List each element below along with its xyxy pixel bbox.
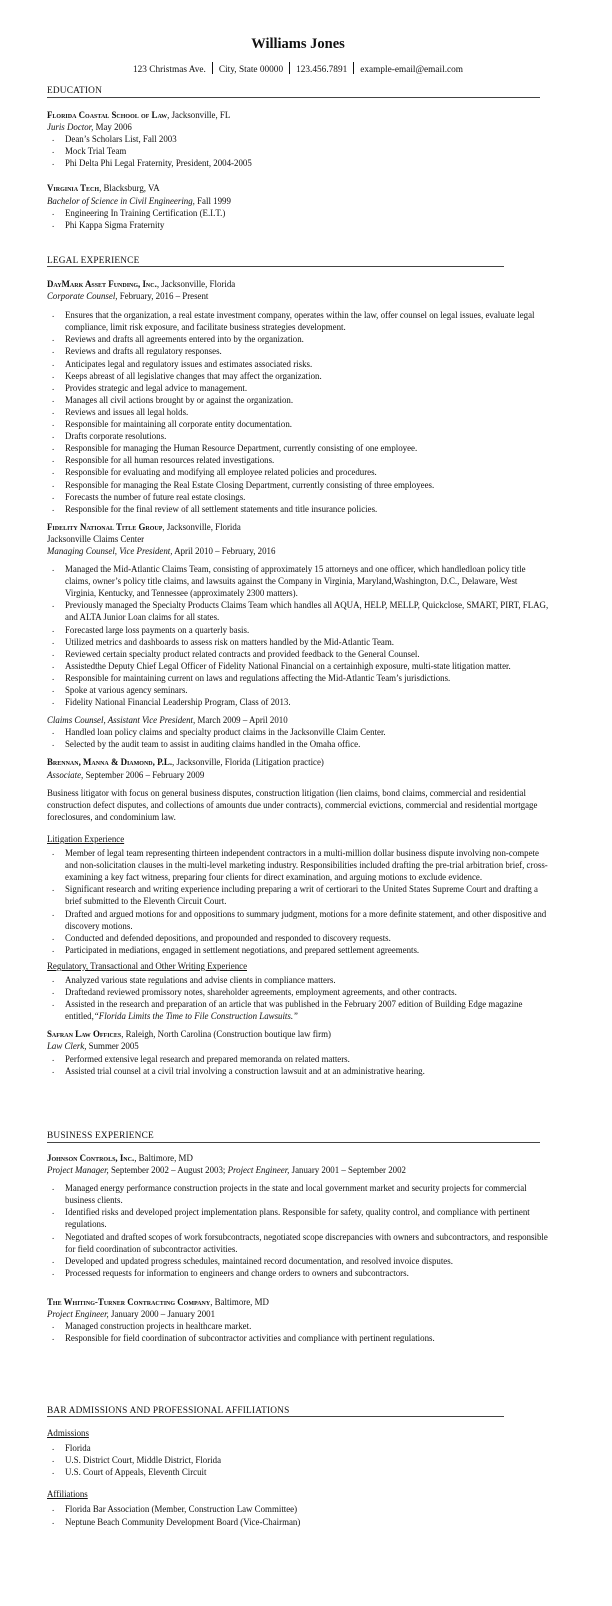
edu-honors-list (47, 133, 547, 169)
list-item: . Responsible for the final review of all settlement statements and title insurance policies. (47, 503, 549, 515)
regulatory-heading: Regulatory, Transactional and Other Writing Experience (47, 960, 248, 971)
section-rule (47, 97, 540, 98)
section-bar-title: BAR ADMISSIONS AND PROFESSIONAL AFFILIATIONS (47, 1406, 290, 1416)
list-item: . Participated in mediations, engaged in settlement negotiations, and prepared settlement agreements. (47, 944, 549, 956)
whiting-duties (47, 1320, 549, 1344)
list-item: . Reviewed certain specialty product related contracts and provided feedback to the General Counsel. (47, 648, 549, 660)
list-item: . Keeps abreast of all legislative changes that may affect the organization. (47, 370, 549, 382)
list-item: . Drafted and argued motions for and oppositions to summary judgment, motions for a more definite statement, and other dispositive and discovery motions. (47, 908, 549, 932)
list-item: . Handled loan policy claims and specialty product claims in the Jacksonville Claim Center. (47, 726, 549, 738)
list-item: . Previously managed the Specialty Products Claims Team which handles all AQUA, HELP, MELLP, Quickclose, SMART, PIRT, FLAG, and ALTA Junior Loan claims for all states. (47, 599, 549, 623)
list-item: . Negotiated and drafted scopes of work forsubcontracts, negotiated scope discrepancies with owners and subcontractors, and responsible for field coordination of subcontractor activities. (47, 1231, 549, 1255)
list-item: . Provides strategic and legal advice to management. (47, 382, 549, 394)
regulatory-list (47, 974, 549, 1022)
list-item: . Neptune Beach Community Development Board (Vice-Chairman) (47, 1516, 549, 1528)
list-item: . Manages all civil actions brought by or against the organization. (47, 394, 549, 406)
business-block: Johnson Controls, Inc., Baltimore, MD Project Manager, September 2002 – August 2003; Project Engineer, January 2001 – September 2002 . Managed energy performance construction projects in the state and local government market and security projects for commercial business clients. . Identified risks and developed project implementation plans. Responsible for safety, quality control, and compliance with pertinent regulations. . Negotiated and drafted scopes of work forsubcontracts, negotiated scope discrepancies with owners and subcontractors, and responsible for field coordination of subcontractor activities. . Developed and updated progress schedules, maintained record documentation, and resolved invoice disputes. . Processed requests for information to engineers and change orders to owners and subcontractors. The Whiting-Turner Contracting Company, Baltimore, MD Project Engineer, January 2000 – January 2001 . Managed construction projects in healthcare market. . Responsible for field coordination of subcontractor activities and compliance with pertinent regulations. (47, 1152, 549, 1344)
list-item: . Assisted trial counsel at a civil trial involving a construction lawsuit and at an administrative hearing. (47, 1065, 549, 1077)
legal-block: DayMark Asset Funding, Inc., Jacksonville, Florida Corporate Counsel, February, 2016 – Present . Ensures that the organization, a real estate investment company, operates within the law, offer counsel on legal issues, evaluate legal compliance, limit risk exposure, and facilitate business strategies development. . Reviews and drafts all agreements entered into by the organization. . Reviews and drafts all regulatory responses. . Anticipates legal and regulatory issues and estimates associated risks. . Keeps abreast of all legislative changes that may affect the organization. . Provides strategic and legal advice to management. . Manages all civil actions brought by or against the organization. . Reviews and issues all legal holds. . Responsible for maintaining all corporate entity documentation. . Drafts corporate resolutions. . Responsible for managing the Human Resource Department, currently consisting of one employee. . Responsible for all human resources related investigations. . Responsible for evaluating and modifying all employee related policies and procedures. . Responsible for managing the Real Estate Closing Department, currently consisting of three employees. . Forecasts the number of future real estate closings. . Responsible for the final review of all settlement statements and title insurance policies. Fidelity National Title Group, Jacksonville, Florida Jacksonville Claims Center Managing Counsel, Vice President, April 2010 – February, 2016 . Managed the Mid-Atlantic Claims Team, consisting of approximately 15 attorneys and one officer, which handledloan policy title claims, owner’s policy title claims, and lawsuits against the Company in Virginia, Maryland,Washington, D.C., Delaware, West Virginia, Kentucky, and Tennessee (approximately 2300 matters). . Previously managed the Specialty Products Claims Team which handles all AQUA, HELP, MELLP, Quickclose, SMART, PIRT, FLAG, and ALTA Junior Loan claims for all states. . Forecasted large loss payments on a quarterly basis. . Utilized metrics and dashboards to assess risk on matters handled by the Mid-Atlantic Team. . Reviewed certain specialty product related contracts and provided feedback to the General Counsel. . Assistedthe Deputy Chief Legal Officer of Fidelity National Financial on a certainhigh exposure, multi-state litigation matter. . Responsible for maintaining current on laws and regulations affecting the Mid-Atlantic Team’s jurisdictions. . Spoke at various agency seminars. . Fidelity National Financial Leadership Program, Class of 2013. Claims Counsel, Assistant Vice President, March 2009 – April 2010 . Handled loan policy claims and specialty product claims in the Jacksonville Claim Center. . Selected by the audit team to assist in auditing claims handled in the Omaha office. Brennan, Manna & Diamond, P.L., Jacksonville, Florida (Litigation practice) Associate, September 2006 – February 2009 Business litigator with focus on general business disputes, construction litigation (lien claims, bond claims, commercial and residential construction defect disputes, and collections of amounts due under contracts), commercial evictions, commercial and residential mortgage foreclosures, and condominium law. Litigation Experience . Member of legal team representing thirteen independent contractors in a multi-million dollar business dispute involving non-compete and non-solicitation clauses in the multi-level marketing industry. Responsibilities included drafting the pre-trial arbitration brief, cross-examining a key fact witness, preparing four clients for direct examination, and arguing motions to exclude evidence. . Significant research and writing experience including preparing a writ of certiorari to the United States Supreme Court and drafting a brief submitted to the Eleventh Circuit Court. . Drafted and argued motions for and oppositions to summary judgment, motions for a more definite statement, and other dispositive and discovery motions. . Conducted and defended depositions, and propounded and responded to discovery requests. . Participated in mediations, engaged in settlement negotiations, and prepared settlement agreements. Regulatory, Transactional and Other Writing Experience . Analyzed various state regulations and advise clients in compliance matters. . Draftedand reviewed promissory notes, shareholder agreements, employment agreements, and other contracts. . Assisted in the research and preparation of an article that was published in the February 2007 edition of Building Edge magazine entitled,“Florida Limits the Time to File Construction Lawsuits.” Safran Law Offices, Raleigh, North Carolina (Construction boutique law firm) Law Clerk, Summer 2005 . Performed extensive legal research and prepared memoranda on related matters. . Assisted trial counsel at a civil trial involving a construction lawsuit and at an administrative hearing. (47, 278, 549, 1077)
section-business-title: BUSINESS EXPERIENCE (47, 1131, 154, 1141)
list-item: . U.S. District Court, Middle District, Florida (47, 1454, 549, 1466)
list-item: . Responsible for all human resources related investigations. (47, 454, 549, 466)
affiliations-list (47, 1503, 549, 1527)
list-item: . Ensures that the organization, a real estate investment company, operates within the law, offer counsel on legal issues, evaluate legal compliance, limit risk exposure, and facilitate business strategies development. (47, 309, 549, 333)
list-item: . Anticipates legal and regulatory issues and estimates associated risks. (47, 358, 549, 370)
list-item: . Responsible for field coordination of subcontractor activities and compliance with pertinent regulations. (47, 1332, 549, 1344)
admissions-heading: Admissions (47, 1428, 89, 1438)
city-state: City, State 00000 (218, 65, 284, 75)
fidelity-claims-duties (47, 726, 549, 750)
list-item: . Identified risks and developed project implementation plans. Responsible for safety, quality control, and compliance with pertinent regulations. (47, 1206, 549, 1230)
list-item: . Responsible for maintaining all corporate entity documentation. (47, 418, 549, 430)
list-item: . Draftedand reviewed promissory notes, shareholder agreements, employment agreements, and other contracts. (47, 986, 549, 998)
fidelity-duties (47, 563, 549, 708)
affiliations-heading: Affiliations (47, 1489, 88, 1500)
list-item: . Responsible for maintaining current on laws and regulations affecting the Mid-Atlantic Team’s jurisdictions. (47, 672, 549, 684)
candidate-name: Williams Jones (251, 36, 345, 52)
list-item: . U.S. Court of Appeals, Eleventh Circuit (47, 1466, 549, 1478)
job-fidelity: Fidelity National Title Group, Jacksonville, Florida (47, 521, 241, 532)
list-item: . Phi Kappa Sigma Fraternity (47, 219, 547, 231)
daymark-duties (47, 309, 549, 515)
edu-entry: Florida Coastal School of Law, Jacksonville, FL (47, 110, 231, 120)
list-item: . Florida (47, 1442, 549, 1454)
list-item: . Drafts corporate resolutions. (47, 430, 549, 442)
list-item: . Selected by the audit team to assist in auditing claims handled in the Omaha office. (47, 738, 549, 750)
list-item: . Dean’s Scholars List, Fall 2003 (47, 133, 547, 145)
section-legal-title: LEGAL EXPERIENCE (47, 256, 140, 266)
list-item: . Phi Delta Phi Legal Fraternity, President, 2004-2005 (47, 157, 547, 169)
job-daymark: DayMark Asset Funding, Inc., Jacksonville, Florida (47, 279, 236, 289)
education-block: Florida Coastal School of Law, Jacksonville, FL Juris Doctor, May 2006 . Dean’s Scholars List, Fall 2003 . Mock Trial Team . Phi Delta Phi Legal Fraternity, President, 2004-2005 Virginia Tech, Blacksburg, VA Bachelor of Science in Civil Engineering, Fall 1999 . Engineering In Training Certification (E.I.T.) . Phi Kappa Sigma Fraternity (47, 109, 547, 231)
list-item: . Analyzed various state regulations and advise clients in compliance matters. (47, 974, 549, 986)
list-item: . Conducted and defended depositions, and propounded and responded to discovery requests. (47, 932, 549, 944)
job-safran: Safran Law Offices, Raleigh, North Carolina (Construction boutique law firm) (47, 1029, 331, 1040)
section-education-title: EDUCATION (47, 86, 102, 96)
list-item: . Engineering In Training Certification (E.I.T.) (47, 207, 547, 219)
list-item: . Managed the Mid-Atlantic Claims Team, consisting of approximately 15 attorneys and one officer, which handledloan policy title claims, owner’s policy title claims, and lawsuits against the Company in Virginia, Maryland,Washington, D.C., Delaware, West Virginia, Kentucky, and Tennessee (approximately 2300 matters). (47, 563, 549, 599)
address: 123 Christmas Ave. (132, 65, 206, 75)
section-rule (47, 1142, 540, 1143)
list-item: . Reviews and drafts all regulatory responses. (47, 345, 549, 357)
list-item: . Mock Trial Team (47, 145, 547, 157)
list-item: . Performed extensive legal research and prepared memoranda on related matters. (47, 1053, 549, 1065)
list-item: . Responsible for managing the Human Resource Department, currently consisting of one employee. (47, 442, 549, 454)
contact-line (0, 62, 596, 75)
list-item: . Developed and updated progress schedules, maintained record documentation, and resolved invoice disputes. (47, 1255, 549, 1267)
edu-honors-list (47, 207, 547, 231)
bar-block (47, 1427, 549, 1528)
list-item: . Managed construction projects in healthcare market. (47, 1320, 549, 1332)
list-item: . Managed energy performance construction projects in the state and local government market and security projects for commercial business clients. (47, 1182, 549, 1206)
edu-entry: Virginia Tech, Blacksburg, VA (47, 183, 160, 194)
phone: 123.456.7891 (296, 65, 348, 75)
safran-duties (47, 1053, 549, 1077)
list-item: . Reviews and drafts all agreements entered into by the organization. (47, 333, 549, 345)
list-item: . Significant research and writing experience including preparing a writ of certiorari to the United States Supreme Court and drafting a brief submitted to the Eleventh Circuit Court. (47, 883, 549, 907)
list-item: . Member of legal team representing thirteen independent contractors in a multi-million dollar business dispute involving non-compete and non-solicitation clauses in the multi-level marketing industry. Responsibilities included drafting the pre-trial arbitration brief, cross-examining a key fact witness, preparing four clients for direct examination, and arguing motions to exclude evidence. (47, 847, 549, 883)
email: example-email@email.com (360, 65, 464, 75)
list-item: . Utilized metrics and dashboards to assess risk on matters handled by the Mid-Atlantic Team. (47, 636, 549, 648)
admissions-list (47, 1442, 549, 1478)
list-item: . Florida Bar Association (Member, Construction Law Committee) (47, 1503, 549, 1515)
list-item: . Assistedthe Deputy Chief Legal Officer of Fidelity National Financial on a certainhigh exposure, multi-state litigation matter. (47, 660, 549, 672)
list-item: . Processed requests for information to engineers and change orders to owners and subcontractors. (47, 1267, 549, 1279)
job-whiting: The Whiting-Turner Contracting Company, Baltimore, MD (47, 1296, 269, 1307)
list-item: . Forecasts the number of future real estate closings. (47, 491, 549, 503)
list-item: . Forecasted large loss payments on a quarterly basis. (47, 624, 549, 636)
list-item: . Spoke at various agency seminars. (47, 684, 549, 696)
section-rule (47, 266, 504, 267)
job-brennan: Brennan, Manna & Diamond, P.L., Jacksonville, Florida (Litigation practice) (47, 757, 324, 768)
litigation-list (47, 847, 549, 956)
list-item: . Assisted in the research and preparation of an article that was published in the February 2007 edition of Building Edge magazine entitled,“Florida Limits the Time to File Construction Lawsuits.” (47, 998, 549, 1022)
johnson-duties (47, 1182, 549, 1279)
list-item: . Responsible for managing the Real Estate Closing Department, currently consisting of three employees. (47, 479, 549, 491)
brennan-summary: Business litigator with focus on general business disputes, construction litigation (lien claims, bond claims, commercial and residential construction defect disputes, and collections of amounts due under contracts), commercial evictions, commercial and residential mortgage foreclosures, and condominium law. (47, 787, 538, 822)
list-item: . Fidelity National Financial Leadership Program, Class of 2013. (47, 696, 549, 708)
job-johnson: Johnson Controls, Inc., Baltimore, MD (47, 1153, 193, 1163)
section-rule (47, 1416, 504, 1417)
litigation-heading: Litigation Experience (47, 833, 125, 844)
list-item: . Responsible for evaluating and modifying all employee related policies and procedures. (47, 466, 549, 478)
list-item: . Reviews and issues all legal holds. (47, 406, 549, 418)
